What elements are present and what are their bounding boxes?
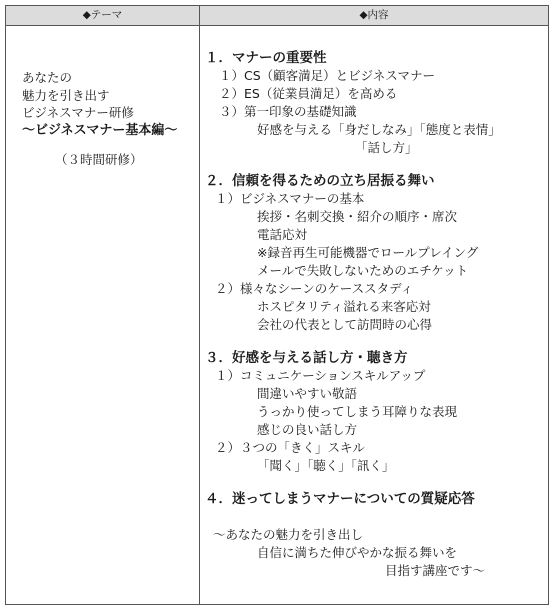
section-subheading: ２）様々なシーンのケーススタディ bbox=[215, 281, 414, 296]
section-detail: ホスピタリティ溢れる来客応対 bbox=[257, 299, 431, 314]
theme-subtitle: ～ビジネスマナー基本編～ bbox=[22, 122, 178, 138]
section-detail: メールで失敗しないためのエチケット bbox=[257, 263, 469, 278]
section-subheading: ２）３つの「きく」スキル bbox=[215, 440, 365, 455]
section-title: ２．信頼を得るための立ち居振る舞い bbox=[205, 173, 435, 189]
closing-line: 目指す講座です～ bbox=[385, 563, 486, 578]
section-title: ４．迷ってしまうマナーについての質疑応答 bbox=[205, 491, 475, 507]
section-subheading: １）ビジネスマナーの基本 bbox=[215, 191, 365, 206]
content-column-header: ◆内容 bbox=[359, 9, 389, 21]
theme-duration: （３時間研修） bbox=[55, 152, 143, 167]
closing-line: ～あなたの魅力を引き出し bbox=[213, 527, 364, 542]
section-detail: 間違いやすい敬語 bbox=[257, 386, 358, 401]
theme-line: 魅力を引き出す bbox=[22, 87, 110, 103]
section-detail: ※録音再生可能機器でロールプレイング bbox=[257, 245, 479, 260]
closing-line: 自信に満ちた伸びやかな振る舞いを bbox=[257, 545, 458, 560]
section-title: １．マナーの重要性 bbox=[205, 50, 327, 66]
section-detail: 挨拶・名刺交換・紹介の順序・席次 bbox=[257, 209, 458, 224]
section-item: １）CS（顧客満足）とビジネスマナー bbox=[219, 68, 436, 83]
section-detail: 電話応対 bbox=[257, 227, 308, 242]
column-divider bbox=[199, 6, 200, 604]
theme-cell bbox=[22, 69, 177, 169]
content-cell bbox=[205, 49, 545, 580]
table-header-row bbox=[6, 6, 548, 26]
section-detail: 好感を与える「身だしなみ」「態度と表情」 bbox=[257, 122, 501, 137]
section-item: ２）ES（従業員満足）を高める bbox=[219, 86, 398, 101]
section-subheading: １）コミュニケーションスキルアップ bbox=[215, 368, 426, 383]
theme-line: ビジネスマナー研修 bbox=[22, 105, 134, 120]
section-detail: 「聞く」「聴く」「訊く」 bbox=[257, 458, 395, 473]
section-item: ３）第一印象の基礎知識 bbox=[219, 104, 357, 119]
section-detail: 感じの良い話し方 bbox=[257, 422, 358, 437]
section-detail: うっかり使ってしまう耳障りな表現 bbox=[257, 404, 458, 419]
section-detail: 「話し方」 bbox=[355, 140, 418, 155]
theme-column-header: ◆テーマ bbox=[82, 9, 123, 21]
section-title: ３．好感を与える話し方・聴き方 bbox=[205, 350, 408, 366]
section-detail: 会社の代表として訪問時の心得 bbox=[257, 317, 433, 332]
course-outline-table bbox=[5, 5, 549, 605]
theme-line: あなたの bbox=[22, 70, 73, 85]
